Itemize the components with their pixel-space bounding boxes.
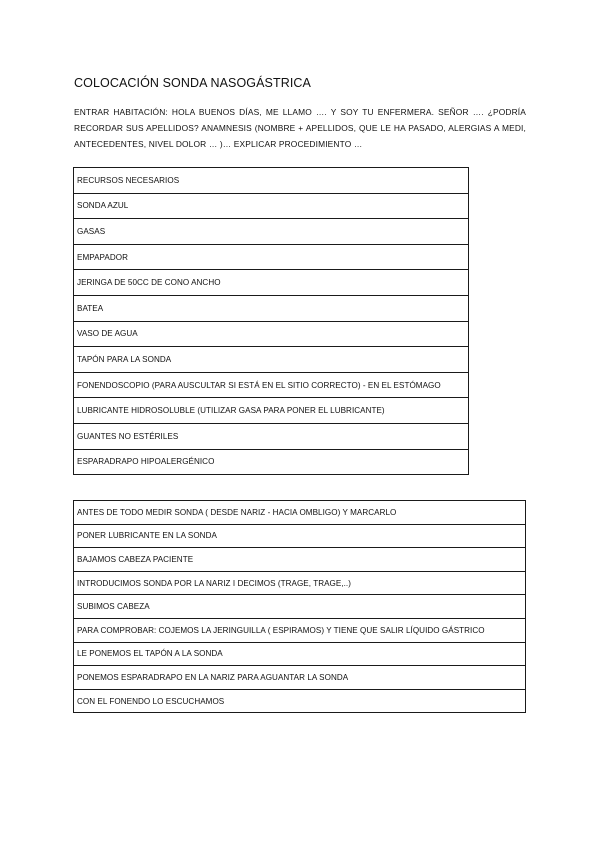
table-cell: GUANTES NO ESTÉRILES — [74, 423, 469, 449]
resources-table — [73, 167, 469, 475]
table-row — [74, 571, 526, 595]
table-row — [74, 548, 526, 572]
table-cell: SUBIMOS CABEZA — [74, 595, 526, 619]
table-row — [74, 372, 469, 398]
table-row — [74, 642, 526, 666]
table-row — [74, 595, 526, 619]
table-row — [74, 193, 469, 219]
table-cell: LUBRICANTE HIDROSOLUBLE (UTILIZAR GASA PARA PONER EL LUBRICANTE) — [74, 398, 469, 424]
table-row — [74, 524, 526, 548]
table-row — [74, 689, 526, 713]
table-cell: ESPARADRAPO HIPOALERGÉNICO — [74, 449, 469, 475]
table-row — [74, 219, 469, 245]
table-row — [74, 423, 469, 449]
table-cell: CON EL FONENDO LO ESCUCHAMOS — [74, 689, 526, 713]
table-cell: VASO DE AGUA — [74, 321, 469, 347]
table-row — [74, 618, 526, 642]
table-cell: BAJAMOS CABEZA PACIENTE — [74, 548, 526, 572]
table-row — [74, 244, 469, 270]
table-cell: EMPAPADOR — [74, 244, 469, 270]
table-header-cell: RECURSOS NECESARIOS — [74, 168, 469, 194]
table-cell: PARA COMPROBAR: COJEMOS LA JERINGUILLA ( ESPIRAMOS) Y TIENE QUE SALIR LÍQUIDO GÁSTRICO — [74, 618, 526, 642]
table-cell: TAPÓN PARA LA SONDA — [74, 347, 469, 373]
table-cell: FONENDOSCOPIO (PARA AUSCULTAR SI ESTÁ EN EL SITIO CORRECTO) - EN EL ESTÓMAGO — [74, 372, 469, 398]
table-row — [74, 449, 469, 475]
table-row — [74, 347, 469, 373]
table-cell: ANTES DE TODO MEDIR SONDA ( DESDE NARIZ - HACIA OMBLIGO) Y MARCARLO — [74, 501, 526, 525]
table-cell: LE PONEMOS EL TAPÓN A LA SONDA — [74, 642, 526, 666]
procedure-steps-table — [73, 500, 526, 713]
table-cell: PONEMOS ESPARADRAPO EN LA NARIZ PARA AGUANTAR LA SONDA — [74, 666, 526, 690]
page-title: COLOCACIÓN SONDA NASOGÁSTRICA — [74, 76, 311, 90]
table-cell: GASAS — [74, 219, 469, 245]
table-row — [74, 168, 469, 194]
table-row — [74, 398, 469, 424]
table-row — [74, 295, 469, 321]
table-row — [74, 321, 469, 347]
table-row — [74, 270, 469, 296]
table-cell: BATEA — [74, 295, 469, 321]
table-cell: JERINGA DE 50CC DE CONO ANCHO — [74, 270, 469, 296]
table-row — [74, 666, 526, 690]
table-row — [74, 501, 526, 525]
table-cell: SONDA AZUL — [74, 193, 469, 219]
table-cell: INTRODUCIMOS SONDA POR LA NARIZ I DECIMOS (TRAGE, TRAGE,..) — [74, 571, 526, 595]
intro-paragraph: ENTRAR HABITACIÓN: HOLA BUENOS DÍAS, ME LLAMO …. Y SOY TU ENFERMERA. SEÑOR …. ¿PODRÍA RECORDAR SUS APELLIDOS? ANAMNESIS (NOMBRE + APELLIDOS, QUE LE HA PASADO, ALERGIAS A MEDI, ANTECEDENTES, NIVEL DOLOR … )… EXPLICAR PROCEDIMIENTO … — [74, 107, 526, 149]
table-cell: PONER LUBRICANTE EN LA SONDA — [74, 524, 526, 548]
